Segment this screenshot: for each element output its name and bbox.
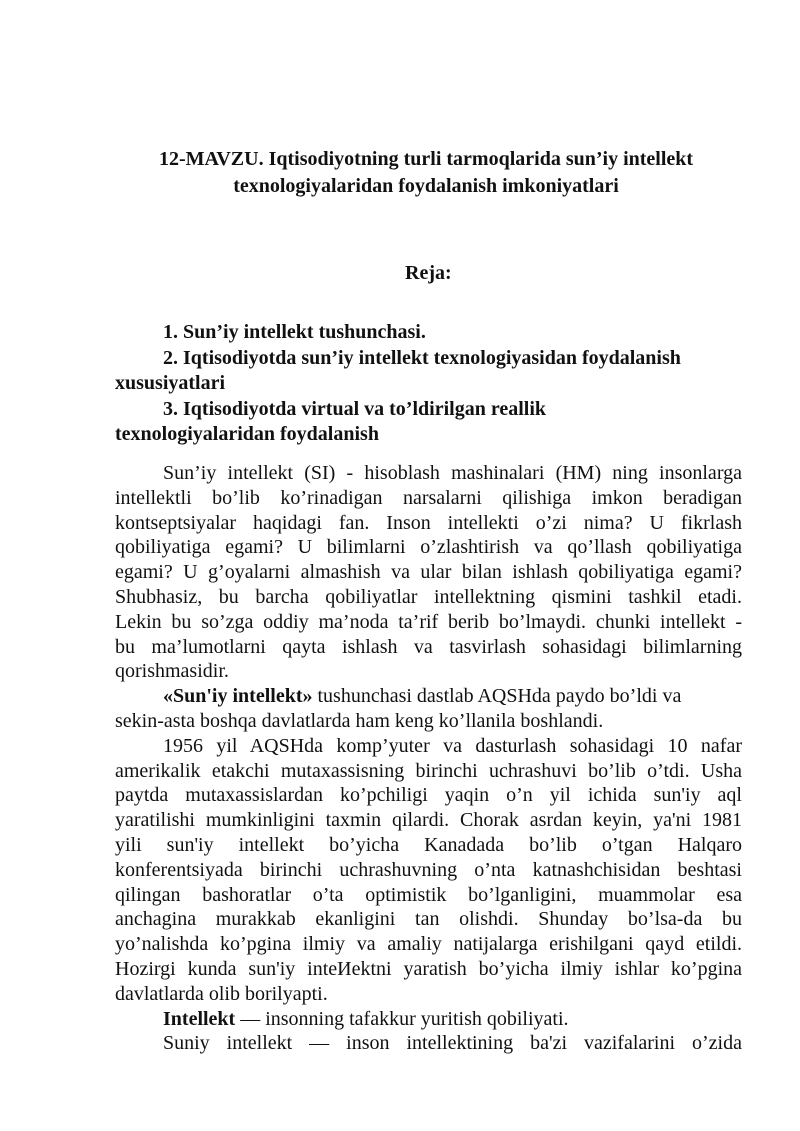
- text-line: qorishmasidir.: [115, 660, 229, 683]
- plan-item: 1. Sun’iy intellekt tushunchasi.: [163, 321, 426, 343]
- text-line: Lekin bu so’zga oddiy ma’noda ta’rif berib bo’lmaydi. chunki intellekt -: [115, 610, 742, 633]
- text-line: qobiliyatiga egami? U bilimlarni o’zlashtirish va qo’llash qobiliyatiga: [115, 536, 742, 559]
- plan-heading: Reja:: [405, 262, 452, 284]
- text-line: yili sun'iy intellekt bo’yicha Kanadada bo’lib o’tgan Halqaro: [115, 833, 742, 856]
- text-line: yaratilishi mumkinligini taxmin qilardi. Chorak asrdan keyin, ya'ni 1981: [115, 809, 742, 832]
- title-line: texnologiyalaridan foydalanish imkoniyatlari: [233, 175, 619, 197]
- text-line: Sun’iy intellekt (SI) - hisoblash mashinalari (HM) ning insonlarga: [163, 462, 742, 484]
- text-line: sekin-asta boshqa davlatlarda ham keng ko’llanila boshlandi.: [115, 709, 604, 732]
- plan-item: 2. Iqtisodiyotda sun’iy intellekt texnologiyasidan foydalanish: [163, 346, 681, 369]
- plan-item: 3. Iqtisodiyotda virtual va to’ldirilgan reallik: [163, 397, 546, 420]
- text-line: qilingan bashoratlar o’ta optimistik bo’lganligini, muammolar esa: [115, 883, 742, 906]
- bold-term: Intellekt: [163, 1007, 236, 1030]
- text-line-mixed: [115, 684, 742, 709]
- text-span: tushunchasi dastlab AQSHda paydo bo’ldi va: [312, 685, 682, 708]
- plan-item-continuation: texnologiyalaridan foydalanish: [115, 423, 379, 445]
- text-line: paytda mutaxassislardan ko’pchiligi yaqin o’n yil ichida sun'iy aql: [115, 784, 742, 807]
- text-line-mixed: [115, 1007, 742, 1032]
- document-title: [110, 146, 742, 200]
- text-line: Hozirgi kunda sun'iy inteИektni yaratish bo’yicha ilmiy ishlar ko’pgina: [115, 957, 742, 980]
- plan-list: [115, 320, 745, 448]
- text-span: — insonning tafakkur yuritish qobiliyati.: [235, 1007, 569, 1030]
- text-line: 1956 yil AQSHda komp’yuter va dasturlash sohasidagi 10 nafar: [163, 734, 742, 757]
- text-line: Shubhasiz, bu barcha qobiliyatlar intellektning qismini tashkil etadi.: [115, 585, 742, 608]
- text-line: yo’nalishda ko’pgina ilmiy va amaliy natijalarga erishilgani qayd etildi.: [115, 933, 742, 956]
- text-line: amerikalik etakchi mutaxassisning birinchi uchrashuvi bo’lib o’tdi. Usha: [115, 759, 742, 782]
- bold-term: «Sun'iy intellekt»: [163, 685, 313, 708]
- text-line: bu ma’lumotlarni qayta ishlash va tasvirlash sohasidagi bilimlarning: [115, 635, 742, 658]
- plan-item-continuation: xususiyatlari: [115, 372, 226, 394]
- text-line: kontseptsiyalar haqidagi fan. Inson intellekti o’zi nima? U fikrlash: [115, 511, 742, 534]
- title-line: 12-MAVZU. Iqtisodiyotning turli tarmoqlarida sun’iy intellekt: [158, 148, 694, 170]
- text-line: egami? U g’oyalarni almashish va ular bilan ishlash qobiliyatiga egami?: [115, 561, 742, 584]
- text-line: konferentsiyada birinchi uchrashuvning o’nta katnashchisidan beshtasi: [115, 858, 742, 881]
- text-line: Suniy intellekt — inson intellektining ba'zi vazifalarini o’zida: [163, 1032, 742, 1055]
- body-text: [115, 461, 742, 1056]
- text-line: intellektli bo’lib ko’rinadigan narsalarni qilishiga imkon beradigan: [115, 486, 742, 509]
- text-line: anchagina murakkab ekanligini tan olishdi. Shunday bo’lsa-da bu: [115, 908, 742, 931]
- text-line: davlatlarda olib borilyapti.: [115, 982, 328, 1005]
